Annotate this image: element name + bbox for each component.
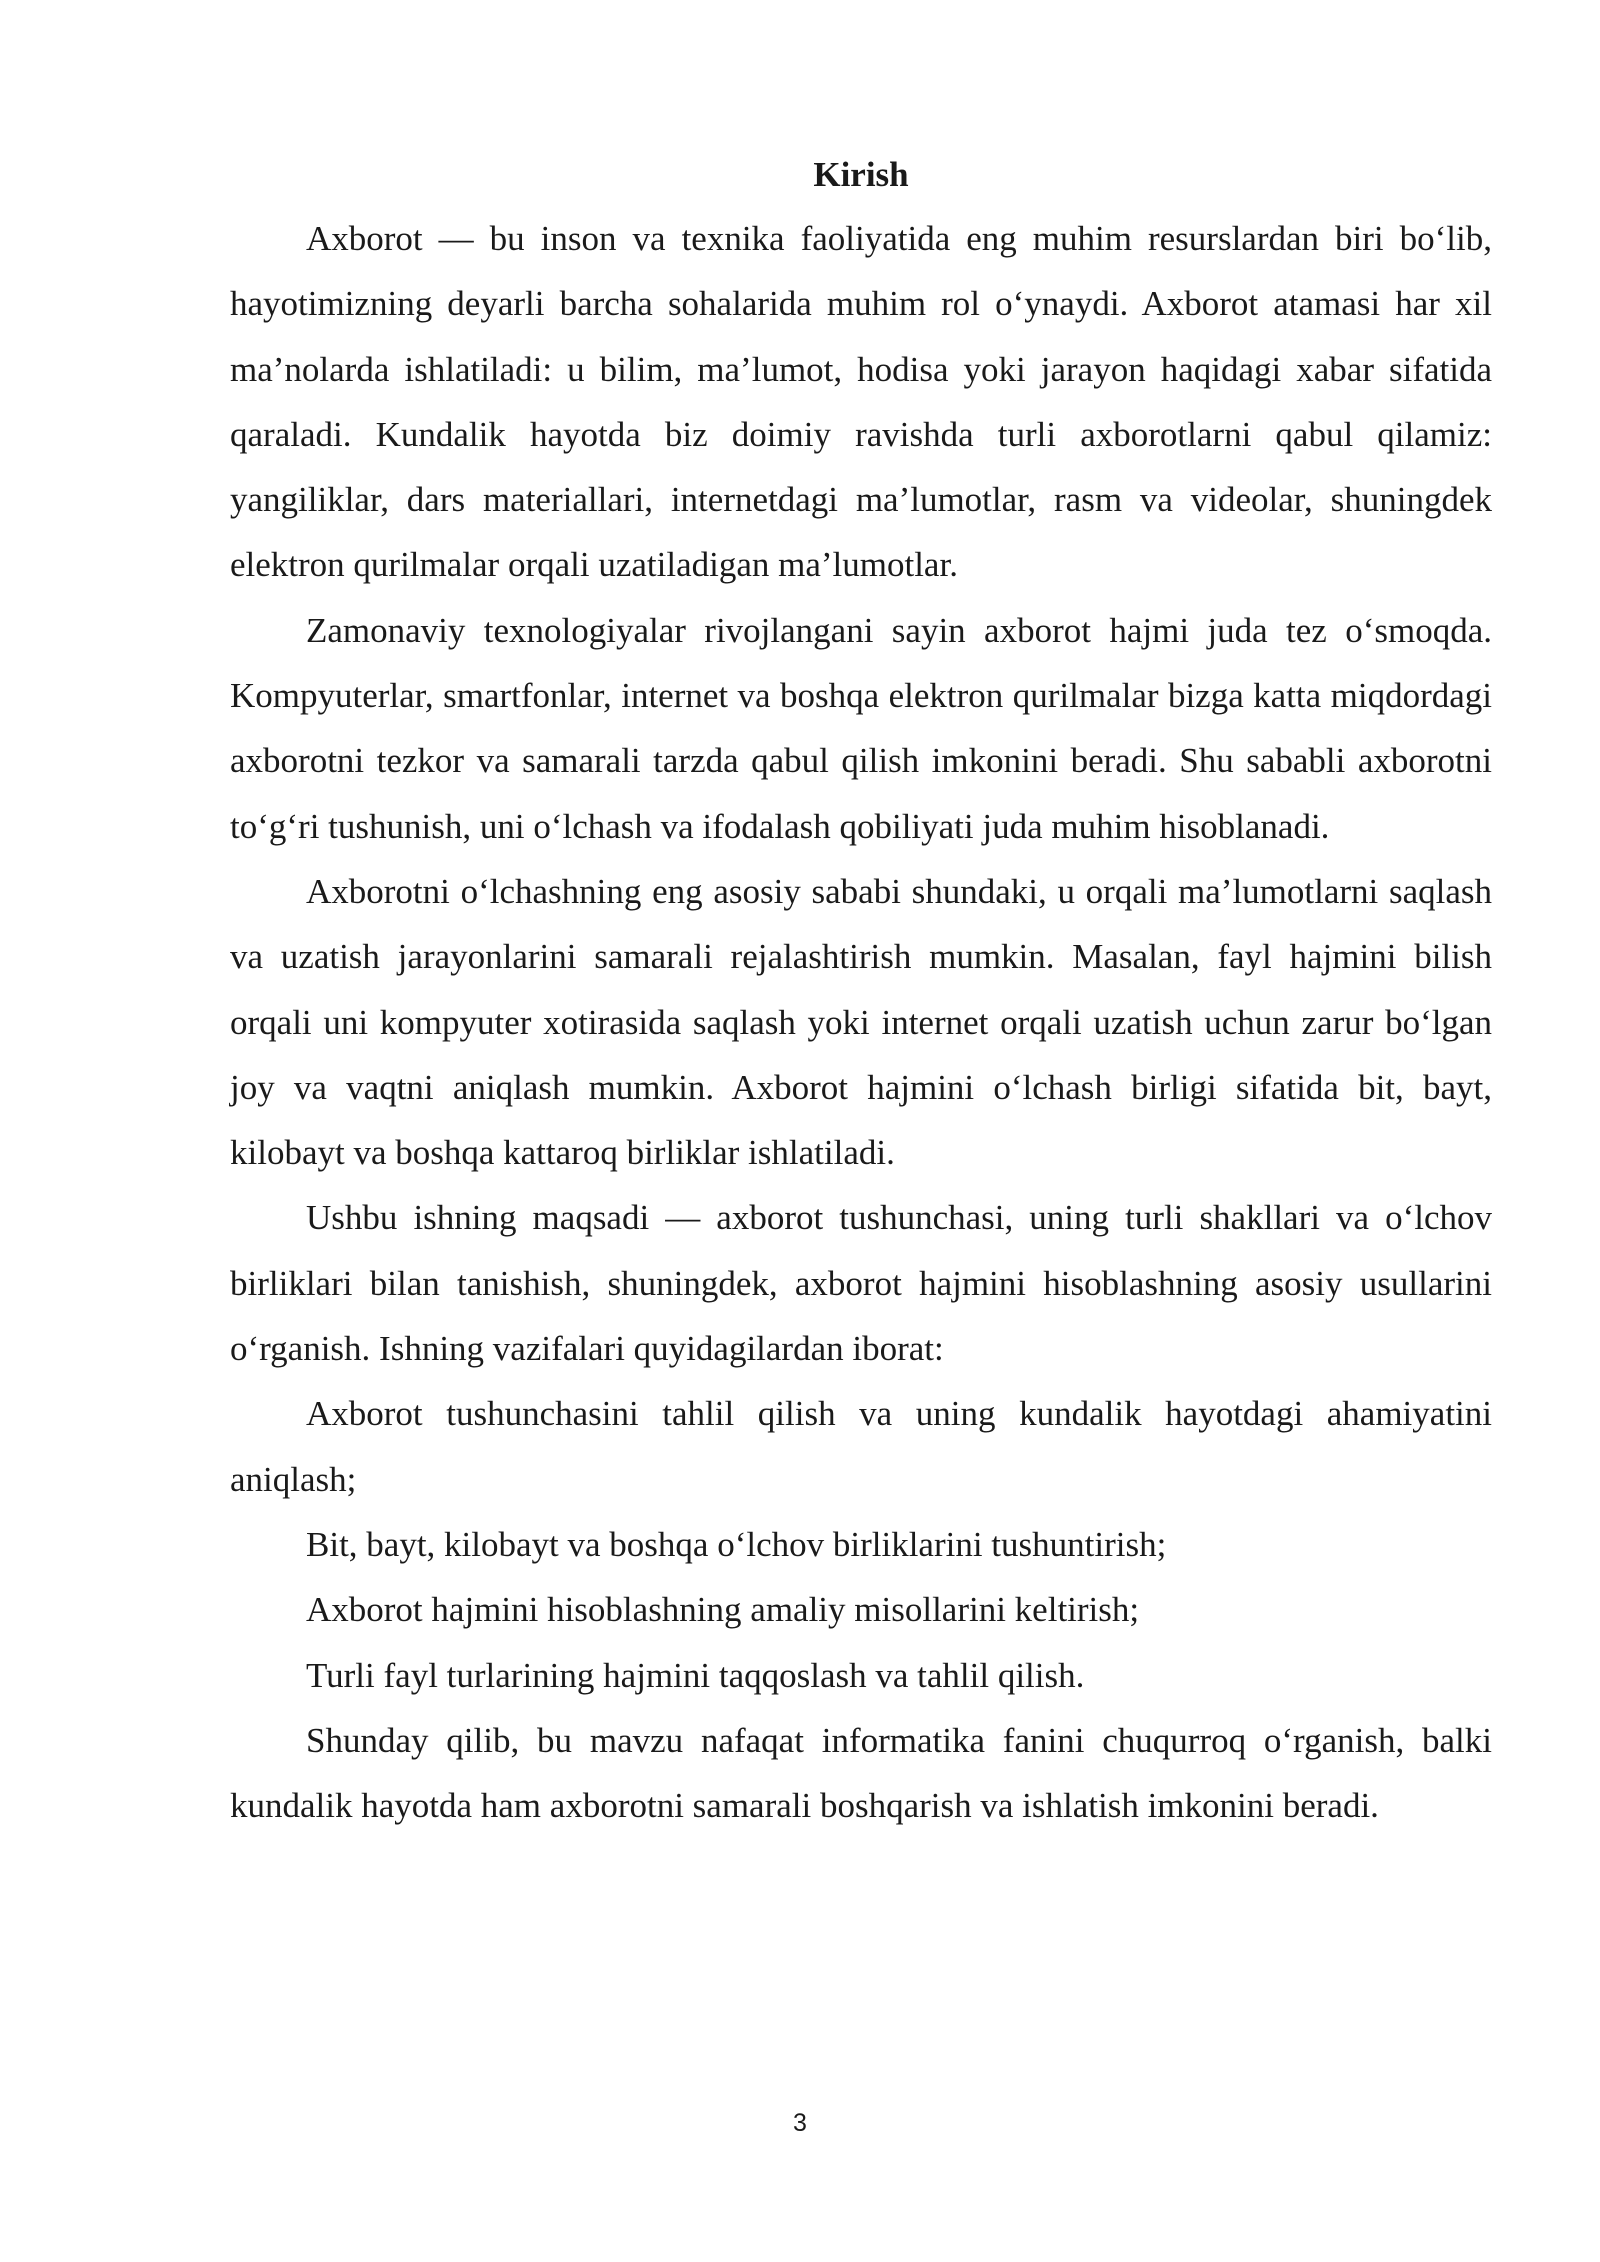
task-item-3: Axborot hajmini hisoblashning amaliy misollarini keltirish;	[306, 1590, 1140, 1630]
page-content	[230, 150, 1492, 1838]
paragraph-goal: Ushbu ishning maqsadi — axborot tushunchasi, uning turli shakllari va o‘lchov birliklari bilan tanishish, shuningdek, axborot hajmini hisoblashning asosiy usullarini o‘rganish. Ishning vazifalari quyidagilardan iborat:	[230, 1198, 1492, 1369]
paragraph-conclusion: Shunday qilib, bu mavzu nafaqat informatika fanini chuqurroq o‘rganish, balki kundalik hayotda ham axborotni samarali boshqarish va ishlatish imkonini beradi.	[230, 1720, 1492, 1826]
task-item-4: Turli fayl turlarining hajmini taqqoslash va tahlil qilish.	[306, 1655, 1085, 1695]
paragraph-technology: Zamonaviy texnologiyalar rivojlangani sayin axborot hajmi juda tez o‘smoqda. Kompyuterlar, smartfonlar, internet va boshqa elektron qurilmalar bizga katta miqdordagi axborotni tezkor va samarali tarzda qabul qilish imkonini beradi. Shu sababli axborotni to‘g‘ri tushunish, uni o‘lchash va ifodalash qobiliyati juda muhim hisoblanadi.	[230, 610, 1492, 846]
task-item-1: Axborot tushunchasini tahlil qilish va uning kundalik hayotdagi ahamiyatini aniqlash;	[230, 1394, 1492, 1499]
paragraph-measurement: Axborotni o‘lchashning eng asosiy sababi shundaki, u orqali ma’lumotlarni saqlash va uzatish jarayonlarini samarali rejalashtirish mumkin. Masalan, fayl hajmini bilish orqali uni kompyuter xotirasida saqlash yoki internet orqali uzatish uchun zarur bo‘lgan joy va vaqtni aniqlash mumkin. Axborot hajmini o‘lchash birligi sifatida bit, bayt, kilobayt va boshqa kattaroq birliklar ishlatiladi.	[230, 871, 1492, 1173]
paragraph-intro: Axborot — bu inson va texnika faoliyatida eng muhim resurslardan biri bo‘lib, hayotimizning deyarli barcha sohalarida muhim rol o‘ynaydi. Axborot atamasi har xil ma’nolarda ishlatiladi: u bilim, ma’lumot, hodisa yoki jarayon haqidagi xabar sifatida qaraladi. Kundalik hayotda biz doimiy ravishda turli axborotlarni qabul qilamiz: yangiliklar, dars materiallari, internetdagi ma’lumotlar, rasm va videolar, shuningdek elektron qurilmalar orqali uzatiladigan ma’lumotlar.	[230, 219, 1492, 585]
section-heading: Kirish	[813, 155, 909, 194]
task-item-2: Bit, bayt, kilobayt va boshqa o‘lchov birliklarini tushuntirish;	[306, 1524, 1167, 1564]
page-number: 3	[793, 2109, 807, 2137]
